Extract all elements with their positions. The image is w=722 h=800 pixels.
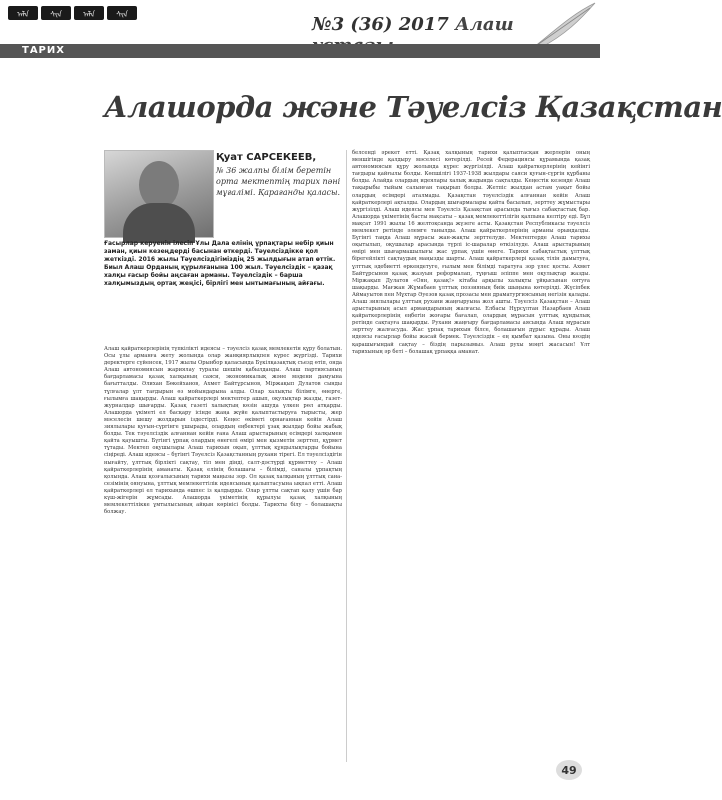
article-headline: Алашорда және Тәуелсіз Қазақстан (104, 90, 722, 124)
section-label: ТАРИХ (22, 45, 65, 56)
paper-name: Алаш (455, 14, 514, 35)
ornament-tile (74, 6, 104, 20)
author-photo (104, 150, 214, 238)
article-column-left: Алаш қайраткерлерінің түпкілікті идеясы – тәуелсіз қазақ мемлекетін құру болатын. Осы ұлы арманға жету жолында олар жанқиярлықпен күрес жүргізді. Тарихи деректерге сүйенсек, 1917 жылы Орынбор қаласында Бүкілқазақтық съезд өтіп, онда Алаш автономиясын жариялау туралы шешім қабылданды. Алаш партиясының бағдарламасы қазақ халқының саяси, экономикалық және мәдени дамуына бағытталды. Әлихан Бөкейханов, Ахмет Байтұрсынов, Міржақып Дулатов сынды тұлғалар ұлт тағдырын өз мойындарына алды. Олар халықты білімге, өнерге, ғылымға шақырды. Алаш қайраткерлері мектептер ашып, оқулықтар жазды, газет-журналдар шығарды. Қазақ газеті халықтың көзін ашуда үлкен рөл атқарды. Алашорда үкіметі ел басқару ісінде жаңа жүйе қалыптастыруға тырысты, жер мәселесін шешу жолдарын іздестірді. Кеңес өкіметі орнағаннан кейін Алаш зиялылары қуғын-сүргінге ұшырады, олардың еңбектері ұзақ жылдар бойы жабық болды. Тек тәуелсіздік алғаннан кейін ғана Алаш арыстарының есімдері халқымен қайта қауышты. Бүгінгі ұрпақ олардың өнегелі өмірі мен қызметін зерттеп, құрмет тұтады. Мектеп оқушылары Алаш тарихын оқып, ұлттық құндылықтарды бойына сіңіреді. Алаш идеясы – бүгінгі Тәуелсіз Қазақстанның рухани тірегі. Ел тәуелсіздігін нығайту, ұлттық бірлікті сақтау, тіл мен дінді, салт-дәстүрді құрметтеу – Алаш қайраткерлерінің аманаты. Қазақ елінің болашағы – білімді, саналы ұрпақтың қолында. Алаш қозғалысының тарихи маңызы зор. Ол қазақ халқының ұлттық сана-сезімінің оянуына, ұлттық мемлекеттілік идеясының қалыптасуына ықпал етті. Алаш қайраткерлері ел тарихында өшпес із қалдырды. Олар ұлтты сақтап қалу үшін бар күш-жігерін жұмсады. Алашорда үкіметінің құрылуы қазақ халқының мемлекеттілікке ұмтылысының айқын көрінісі болды. Тарихты білу – болашақты болжау. (104, 346, 342, 516)
headline-area (104, 90, 722, 146)
ornament-tile-text: ᠰᠢᠨ (50, 10, 62, 19)
author-bio: № 36 жалпы білім беретін орта мектептің тарих пәні мұғалімі. Қарағанды қаласы. (216, 166, 341, 197)
ornament-tile (107, 6, 137, 20)
photo-body-shape (123, 203, 195, 243)
masthead-ornament (8, 6, 137, 20)
ornament-tile-text: ᠠᠯᠠ (83, 10, 95, 19)
page-number: 49 (556, 760, 582, 780)
column-divider (346, 150, 347, 762)
ornament-tile (8, 6, 38, 20)
ornament-tile-text: ᠰᠢᠨ (116, 10, 128, 19)
section-bar (0, 44, 600, 58)
article-lead: Ғасырлар керуенін ілесіп Ұлы Дала елінің ұрпақтары небір қиын заман, қиын кезеңдерді басынан өткерді. Тәуелсіздікке қол жеткізді. 2016 жылы Тәуелсіздігіміздің 25 жылдығын атап өттік. Биыл Алаш Орданың құрылғанына 100 жыл. Тәуелсіздік – қазақ халқы ғасыр бойы аңсаған арманы. Тәуелсіздік – барша халқымыздың ортақ жеңісі, бірлігі мен ынтымағының айғағы. (104, 240, 336, 287)
photo-head-shape (139, 161, 179, 209)
ornament-tile-text: ᠠᠯᠠ (17, 10, 29, 19)
author-block (216, 152, 342, 198)
ornament-tile (41, 6, 71, 20)
author-name: Қуат САРСЕКЕЕВ, (216, 152, 317, 163)
article-column-right: белсенді әрекет етті. Қазақ халқының тарихи қалыптасқан жерлерін оның меншігінде қалдыру мәселесі көтерілді. Ресей Федерациясы құрамында қазақ автономиясын құру жолында күрес жүргізілді. Алаш қайраткерлерінің кейінгі тағдыры қайғылы болды. Көпшілігі 1937-1938 жылдары саяси қуғын-сүргін құрбаны болды. Алайда олардың идеялары халық жадында сақталды. Кеңестік кезеңде Алаш тақырыбы тыйым салынған тақырып болды. Жетпіс жылдан астам уақыт бойы олардың есімдері аталмады. Қазақстан тәуелсіздік алғаннан кейін Алаш қайраткерлері ақталды. Олардың шығармалары қайта басылып, зерттеу жұмыстары жүргізілді. Алаш идеясы мен Тәуелсіз Қазақстан арасында тығыз сабақтастық бар. Алашорда үкіметінің басты мақсаты – қазақ мемлекеттілігін қалпына келтіру еді. Бұл мақсат 1991 жылы 16 желтоқсанда жүзеге асты. Қазақстан Республикасы тәуелсіз мемлекет ретінде әлемге танылды. Алаш қайраткерлерінің арманы орындалды. Бүгінгі таңда Алаш мұрасы жан-жақты зерттелуде. Мектептерде Алаш тарихы оқытылып, оқушылар арасында түрлі іс-шаралар өткізілуде. Алаш арыстарының өмірі мен шығармашылығы жас ұрпақ үшін өнеге. Тарихи сабақтастық ұлттық бірегейлікті сақтаудың маңызды шарты. Алаш қайраткерлері қазақ тілін дамытуға, ұлттық әдебиетті өркендетуге, ғылым мен білімді таратуға зор үлес қосты. Ахмет Байтұрсынов қазақ жазуын реформалап, тұңғыш әліппе мен оқулықтар жазды. Міржақып Дулатов «Оян, қазақ!» кітабы арқылы халықты ұйқысынан оятуға шақырды. Мағжан Жұмабаев ұлттық поэзияның биік шыңына көтерілді. Жүсіпбек Аймауытов пен Мұхтар Әуезов қазақ прозасы мен драматургиясының негізін қалады. Алаш зиялылары ұлттың рухани жаңғыруына жол ашты. Тәуелсіз Қазақстан – Алаш арыстарының асыл армандарының жалғасы. Елбасы Нұрсұлтан Назарбаев Алаш қайраткерлерінің еңбегін жоғары бағалап, олардың мұрасын ұлттық құндылық ретінде сақтауға шақырды. Рухани жаңғыру бағдарламасы аясында Алаш мұрасын зерттеу жалғасуда. Жас ұрпақ тарихын білсе, болашағын дұрыс құрады. Алаш идеясы ғасырлар бойы жасай бермек. Тәуелсіздік – ең қымбат қазына. Оны көздің қарашығындай сақтау – біздің парызымыз. Алаш рухы мәңгі жасасын! Ұлт тарихының әр беті – болашақ ұрпаққа аманат. (352, 150, 590, 355)
issue-number: №3 (36) 2017 (312, 14, 449, 35)
